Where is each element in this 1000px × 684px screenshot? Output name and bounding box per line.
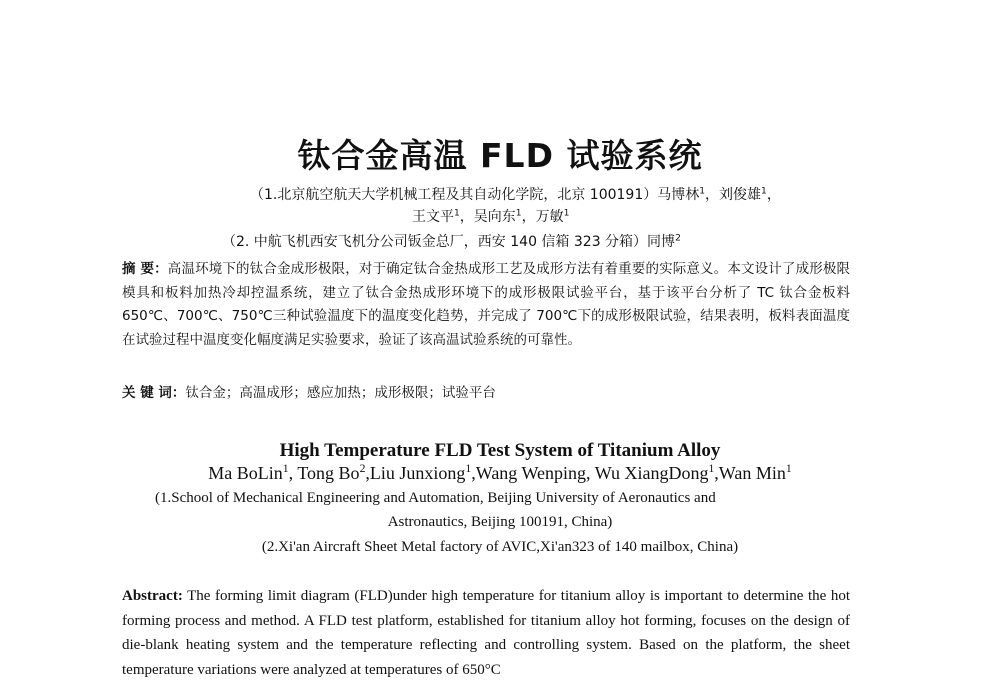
abstract-cn-label: 摘 要： — [122, 261, 168, 277]
author-wan: ，万敏 — [521, 209, 564, 225]
sup: 2 — [359, 462, 366, 475]
comma: ， — [766, 187, 781, 203]
abstract-cn — [122, 258, 850, 352]
keywords-cn-label: 关 键 词： — [122, 385, 186, 401]
sup: 1 — [282, 462, 289, 475]
authors-cn-line2 — [412, 206, 569, 226]
sup: 1 — [708, 462, 715, 475]
abstract-en-text: The forming limit diagram (FLD)under high temperature for titanium alloy is important to determine the hot forming process and method. A FLD test platform, established for titanium alloy hot forming, focuses on the design of die-blank heating system and the temperature reflecting and controlling system. Based on the platform, the sheet temperature variations were analyzed at temperatures of 650°C — [122, 588, 850, 678]
sup: 1 — [785, 462, 792, 475]
sup: 1 — [515, 208, 522, 219]
sup: 2 — [675, 233, 681, 244]
sup: 1 — [454, 208, 460, 219]
title-chinese: 钛合金高温 FLD 试验系统 — [297, 136, 703, 175]
abstract-cn-text: 高温环境下的钛合金成形极限，对于确定钛合金热成形工艺及成形方法有着重要的实际意义。本文设计了成形极限模具和板料加热冷却控温系统，建立了钛合金热成形环境下的成形极限试验平台，基于该平台分析了 TC 钛合金板料 650℃、700℃、750℃三种试验温度下的温度变化趋势，并完成了 700℃下的成形极限试验，结果表明，板料表面温度在试验过程中温度变化幅度满足实验要求，验证了该高温试验系统的可靠性。 — [122, 261, 851, 348]
author-wan-en: ,Wan Min — [714, 463, 786, 483]
affiliation-1-en-line1: (1.School of Mechanical Engineering and Automation, Beijing University of Aeronautics and — [155, 490, 716, 506]
author-wu: ，吴向东 — [459, 209, 516, 225]
author-liu: ，刘俊雄 — [705, 187, 762, 203]
sup: 1 — [699, 186, 706, 197]
author-wang: 王文平 — [412, 209, 454, 225]
authors-cn-line1 — [250, 184, 781, 204]
keywords-cn-text: 钛合金；高温成形；感应加热；成形极限；试验平台 — [185, 385, 496, 401]
authors-en — [0, 463, 1000, 484]
abstract-en-label: Abstract: — [122, 588, 183, 604]
affiliation-1-cn: （1.北京航空航天大学机械工程及其自动化学院，北京 100191）马博林 — [250, 187, 700, 203]
sup: 1 — [465, 462, 472, 475]
author-tong-en: , Tong Bo — [288, 463, 360, 483]
affiliation-2-cn: （2. 中航飞机西安飞机分公司钣金总厂，西安 140 信箱 323 分箱）同博 — [222, 234, 676, 250]
sup: 1 — [761, 186, 767, 197]
affiliation-2-en: (2.Xi'an Aircraft Sheet Metal factory of AVIC,Xi'an323 of 140 mailbox, China) — [261, 539, 739, 555]
author-wang-wu-en: ,Wang Wenping, Wu XiangDong — [471, 463, 709, 483]
authors-cn-line3 — [222, 231, 681, 251]
affiliation-1-en-line2: Astronautics, Beijing 100191, China) — [387, 514, 613, 530]
abstract-en — [122, 584, 850, 682]
author-liu-en: ,Liu Junxiong — [365, 463, 466, 483]
title-english: High Temperature FLD Test System of Titanium Alloy — [279, 440, 721, 461]
author-ma-en: Ma BoLin — [208, 463, 283, 483]
keywords-cn — [122, 381, 496, 401]
sup: 1 — [563, 208, 570, 219]
